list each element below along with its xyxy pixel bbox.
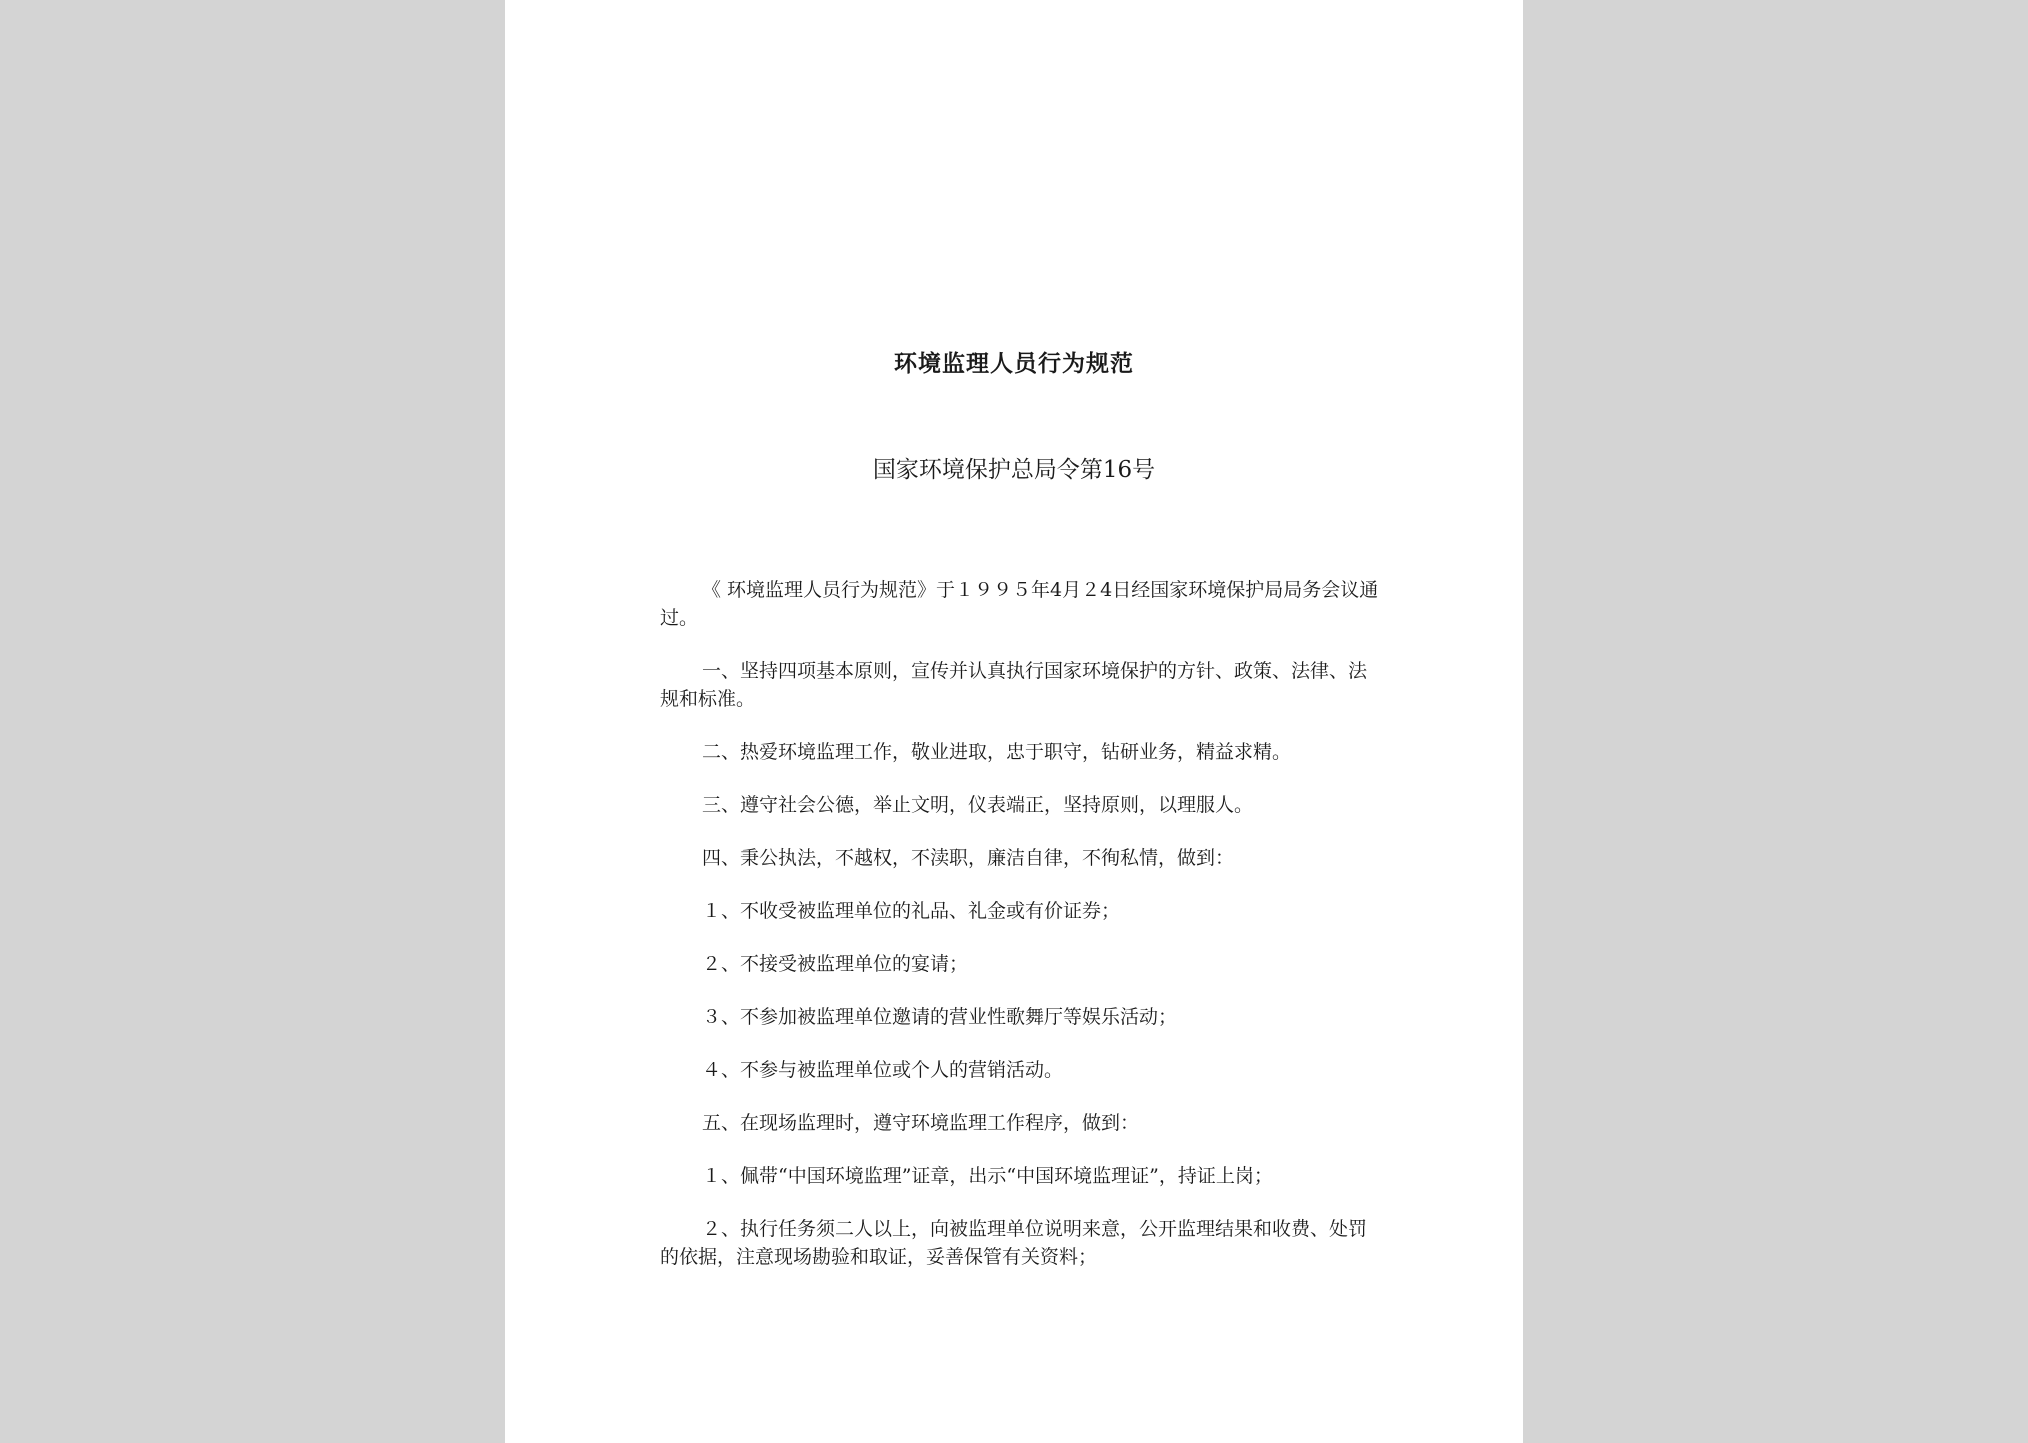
paragraph-4: 四、秉公执法，不越权，不渎职，廉洁自律，不徇私情，做到：: [702, 847, 1235, 869]
paragraph-3: 三、遵守社会公德，举止文明，仪表端正，坚持原则，以理服人。: [702, 794, 1254, 816]
paragraph-4-4: ４、不参与被监理单位或个人的营销活动。: [702, 1059, 1064, 1081]
document-subtitle: 国家环境保护总局令第16号: [872, 457, 1156, 483]
paragraph-intro: 《 环境监理人员行为规范》于１９９５年4月２4日经国家环境保护局局务会议通过。: [660, 579, 1379, 629]
document-title: 环境监理人员行为规范: [894, 350, 1134, 377]
paragraph-4-2: ２、不接受被监理单位的宴请；: [702, 953, 969, 975]
document-body: [660, 576, 1380, 1296]
document-page: [505, 0, 1523, 1443]
paragraph-1: 一、坚持四项基本原则，宣传并认真执行国家环境保护的方针、政策、法律、法规和标准。: [660, 660, 1368, 710]
paragraph-2: 二、热爱环境监理工作，敬业进取，忠于职守，钻研业务，精益求精。: [702, 741, 1292, 763]
paragraph-5-2: ２、执行任务须二人以上，向被监理单位说明来意，公开监理结果和收费、处罚的依据，注意现场勘验和取证，妥善保管有关资料；: [660, 1218, 1368, 1268]
paragraph-4-1: １、不收受被监理单位的礼品、礼金或有价证券；: [702, 900, 1121, 922]
paragraph-4-3: ３、不参加被监理单位邀请的营业性歌舞厅等娱乐活动；: [702, 1006, 1178, 1028]
paragraph-5-1: １、佩带“中国环境监理”证章，出示“中国环境监理证”，持证上岗；: [702, 1165, 1273, 1187]
paragraph-5: 五、在现场监理时，遵守环境监理工作程序，做到：: [702, 1112, 1140, 1134]
